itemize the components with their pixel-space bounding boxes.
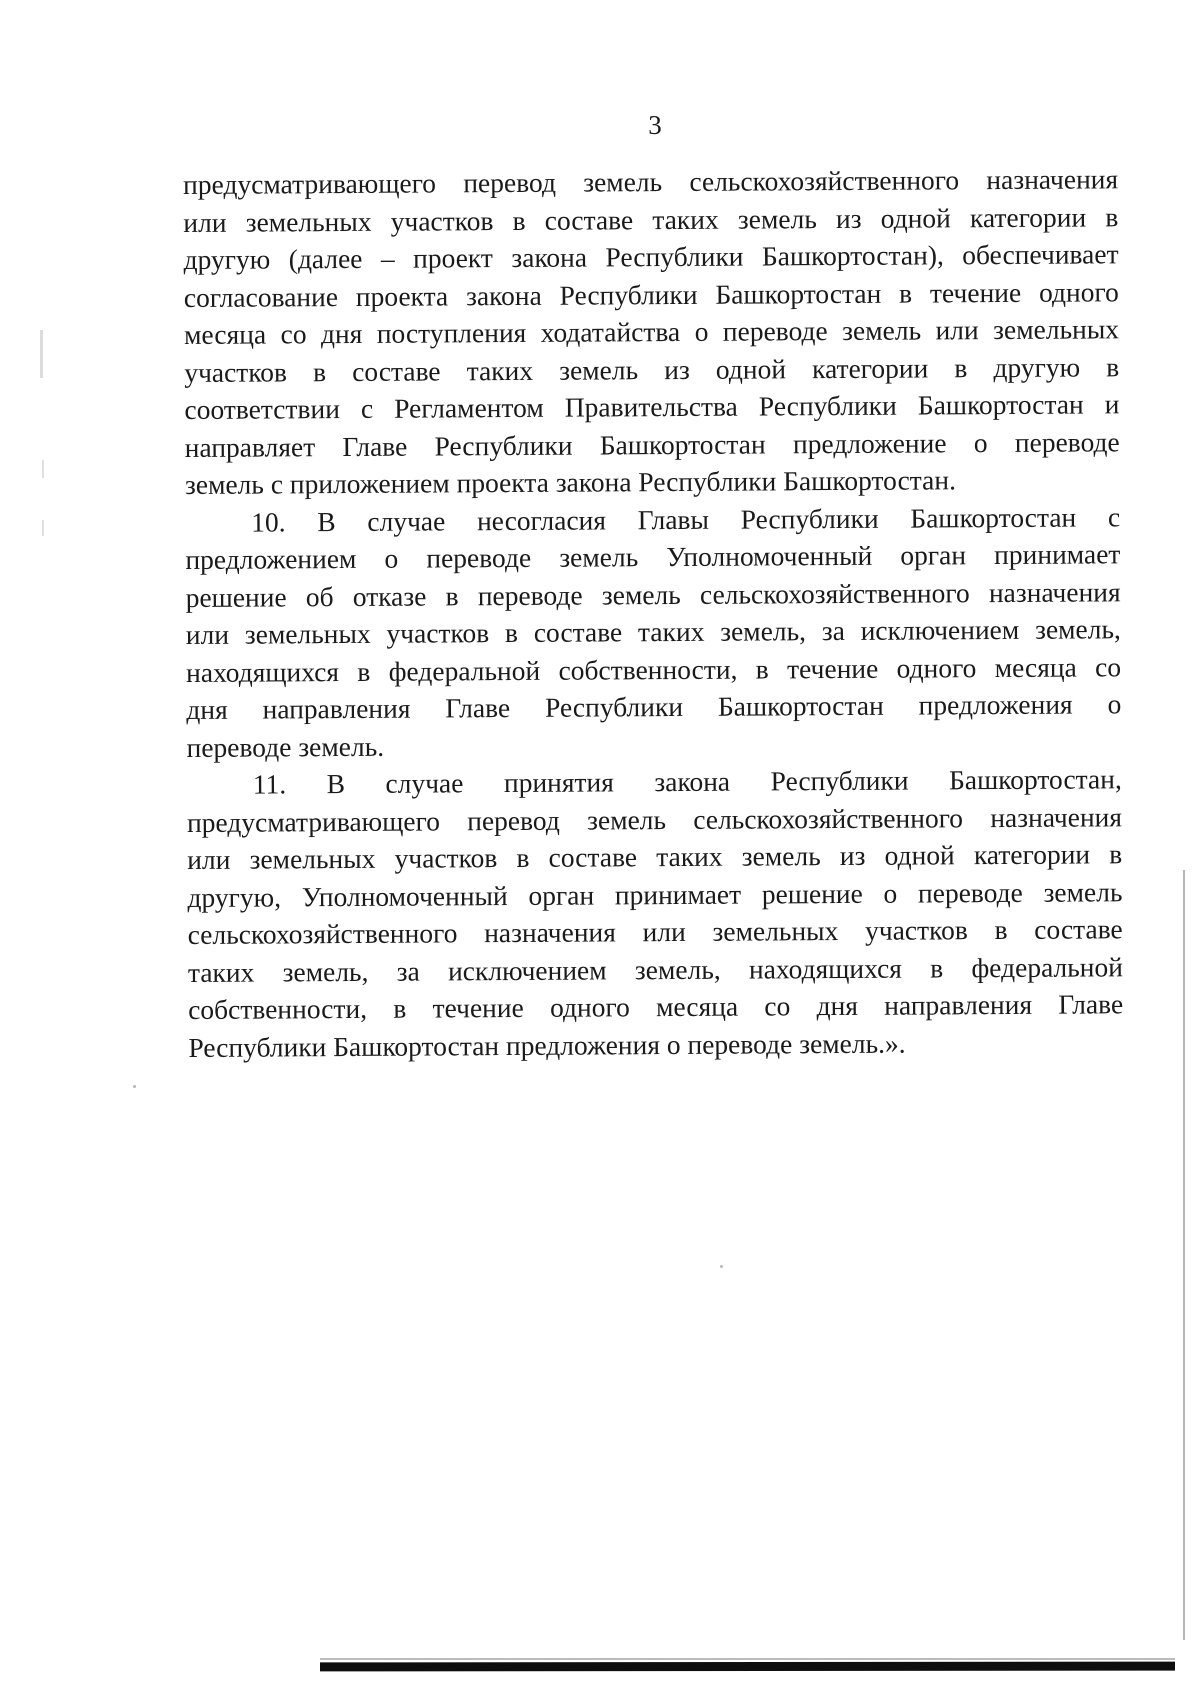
text-line: предусматривающего перевод земель сельскохозяйственного назначения	[183, 163, 1119, 200]
text-line: собственности, в течение одного месяца со дня направления Главе	[188, 988, 1124, 1025]
paragraph-continuation	[183, 160, 1120, 503]
paragraph-item-11	[187, 760, 1124, 1066]
scan-artifact-left	[42, 520, 44, 536]
page-number: 3	[648, 110, 662, 140]
text-line: согласование проекта закона Республики Башкортостан в течение одного	[183, 275, 1119, 313]
text-line: решение об отказе в переводе земель сельскохозяйственного назначения	[185, 575, 1121, 613]
text-line: Республики Башкортостан предложения о переводе земель.».	[188, 1027, 906, 1063]
document-body	[183, 160, 1123, 1066]
text-line: находящихся в федеральной собственности, в течение одного месяца со	[185, 650, 1122, 688]
paragraph-item-10	[185, 498, 1122, 766]
text-line: 10. В случае несогласия Главы Республики Башкортостан с	[251, 500, 1121, 538]
text-line: или земельных участков в составе таких земель, за исключением земель,	[185, 613, 1121, 650]
text-line: участков в составе таких земель из одной категории в другую в	[184, 350, 1120, 388]
text-line: другую (далее – проект закона Республики Башкортостан), обеспечивает	[183, 238, 1119, 275]
scan-speck	[720, 1265, 723, 1268]
scan-artifact-left	[42, 460, 44, 478]
text-line: таких земель, за исключением земель, находящихся в федеральной	[187, 950, 1124, 988]
scan-edge-shadow	[320, 1658, 1175, 1660]
text-line: переводе земель.	[186, 730, 385, 763]
text-line: или земельных участков в составе таких земель из одной категории в	[187, 838, 1123, 875]
text-line: месяца со дня поступления ходатайства о переводе земель или земельных	[183, 313, 1120, 350]
text-line: сельскохозяйственного назначения или земельных участков в составе	[187, 913, 1123, 950]
text-line: 11. В случае принятия закона Республики Башкортостан,	[252, 763, 1122, 800]
text-line: земель с приложением проекта закона Республики Башкортостан.	[184, 464, 956, 500]
text-line: предусматривающего перевод земель сельскохозяйственного назначения	[186, 800, 1123, 838]
scan-speck	[133, 1085, 136, 1088]
scan-artifact-right-edge	[1183, 870, 1185, 1640]
scan-artifact-left	[40, 330, 43, 378]
text-line: другую, Уполномоченный орган принимает решение о переводе земель	[187, 875, 1123, 913]
text-line: или земельных участков в составе таких земель из одной категории в	[183, 200, 1119, 238]
scan-bottom-edge-bar	[320, 1662, 1175, 1672]
text-line: дня направления Главе Республики Башкортостан предложения о	[186, 688, 1122, 725]
text-line: направляет Главе Республики Башкортостан предложение о переводе	[184, 425, 1120, 463]
text-line: соответствии с Регламентом Правительства Республики Башкортостан и	[184, 388, 1120, 425]
text-line: предложением о переводе земель Уполномоченный орган принимает	[185, 538, 1121, 575]
